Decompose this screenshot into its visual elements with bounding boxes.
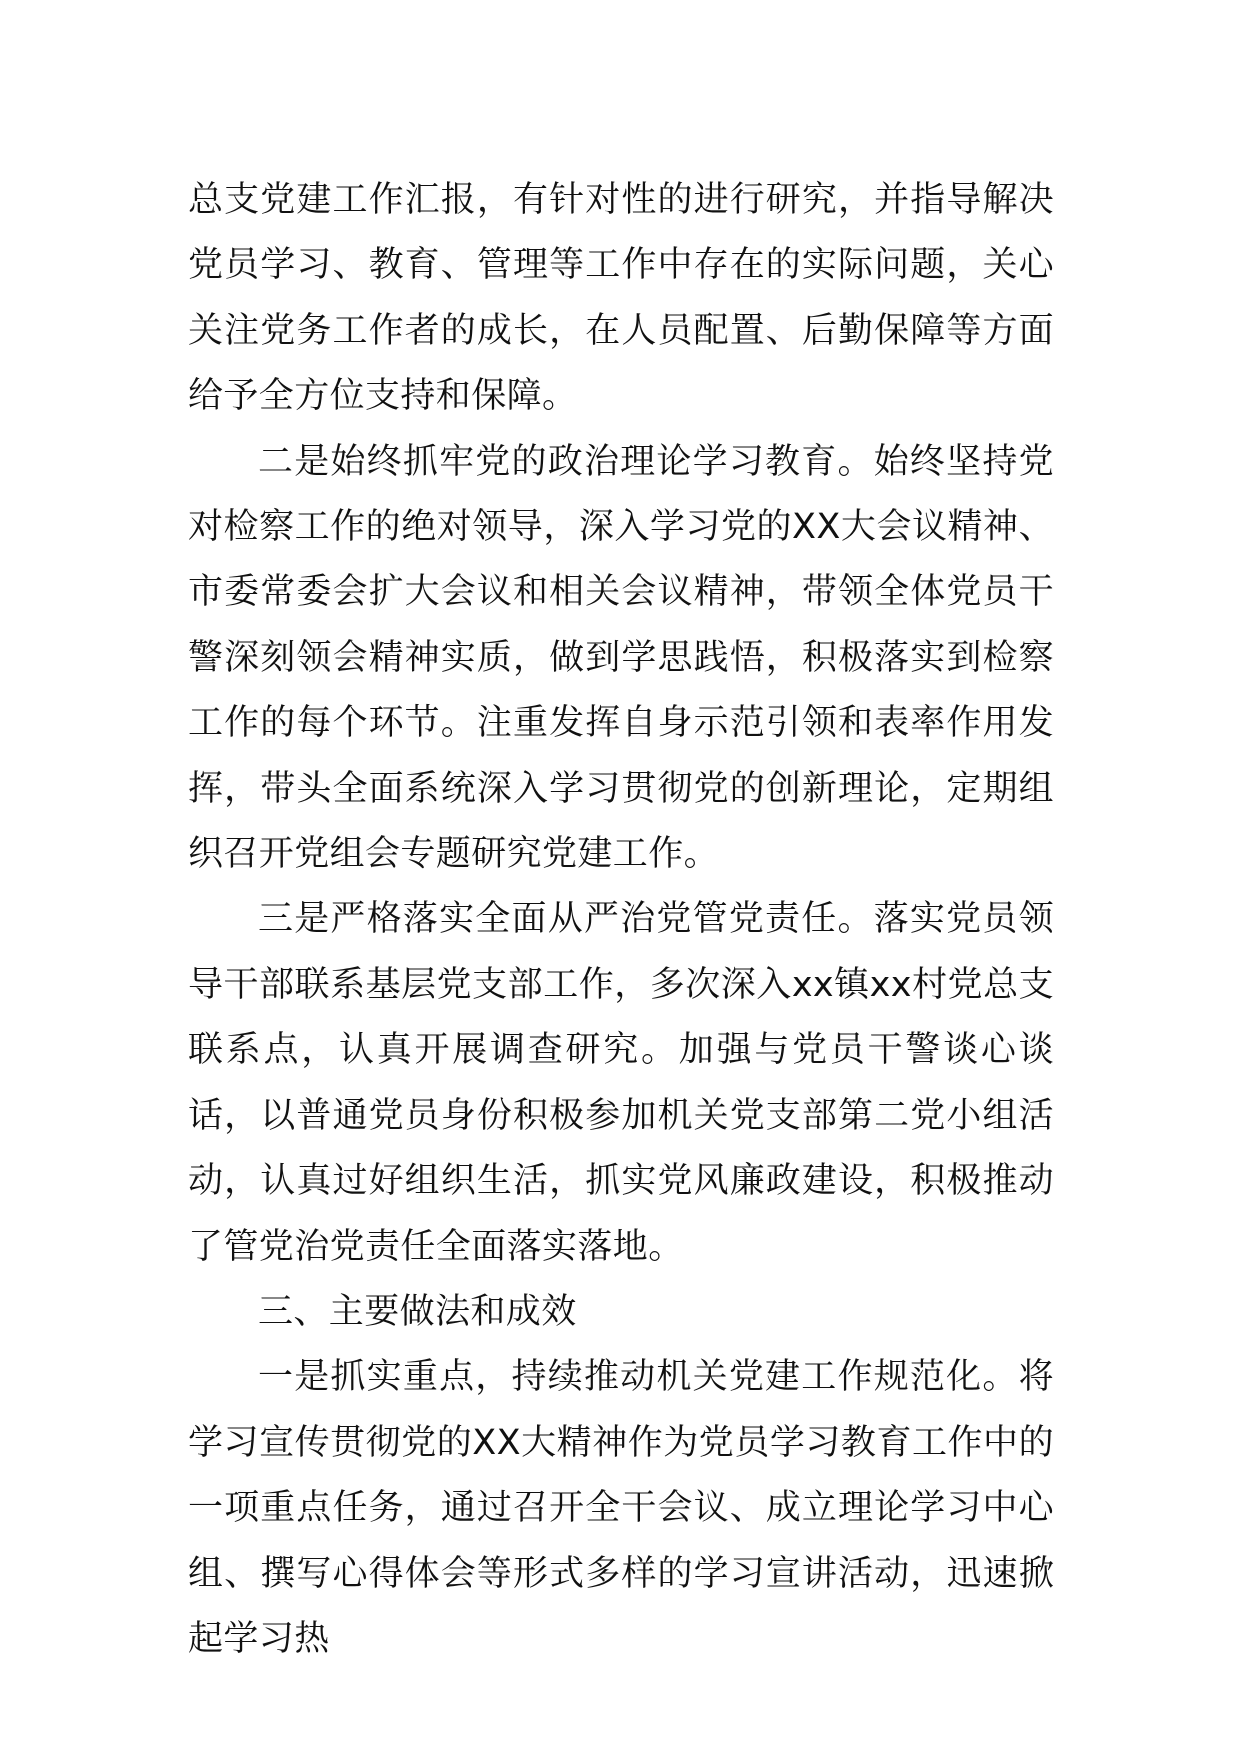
paragraph-support-guarantee: 总支党建工作汇报，有针对性的进行研究，并指导解决党员学习、教育、管理等工作中存在的实际问题，关心关注党务工作者的成长，在人员配置、后勤保障等方面给予全方位支持和保障。 (188, 180, 1054, 417)
section-heading-main-practices: 三、主要做法和成效 (258, 1291, 577, 1332)
document-body (188, 168, 1054, 1672)
paragraph-political-theory-study: 二是始终抓牢党的政治理论学习教育。始终坚持党对检察工作的绝对领导，深入学习党的XX大会议精神、市委常委会扩大会议和相关会议精神，带领全体党员干警深刻领会精神实质，做到学思践悟，积极落实到检察工作的每个环节。注重发挥自身示范引领和表率作用发挥，带头全面系统深入学习贯彻党的创新理论，定期组织召开党组会专题研究党建工作。 (188, 441, 1054, 875)
paragraph-key-points-standardization: 一是抓实重点，持续推动机关党建工作规范化。将学习宣传贯彻党的XX大精神作为党员学习教育工作中的一项重点任务，通过召开全干会议、成立理论学习中心组、撰写心得体会等形式多样的学习宣讲活动，迅速掀起学习热 (188, 1357, 1054, 1659)
paragraph-strict-party-governance: 三是严格落实全面从严治党管党责任。落实党员领导干部联系基层党支部工作，多次深入xx镇xx村党总支联系点，认真开展调查研究。加强与党员干警谈心谈话，以普通党员身份积极参加机关党支部第二党小组活动，认真过好组织生活，抓实党风廉政建设，积极推动了管党治党责任全面落实落地。 (188, 899, 1054, 1267)
